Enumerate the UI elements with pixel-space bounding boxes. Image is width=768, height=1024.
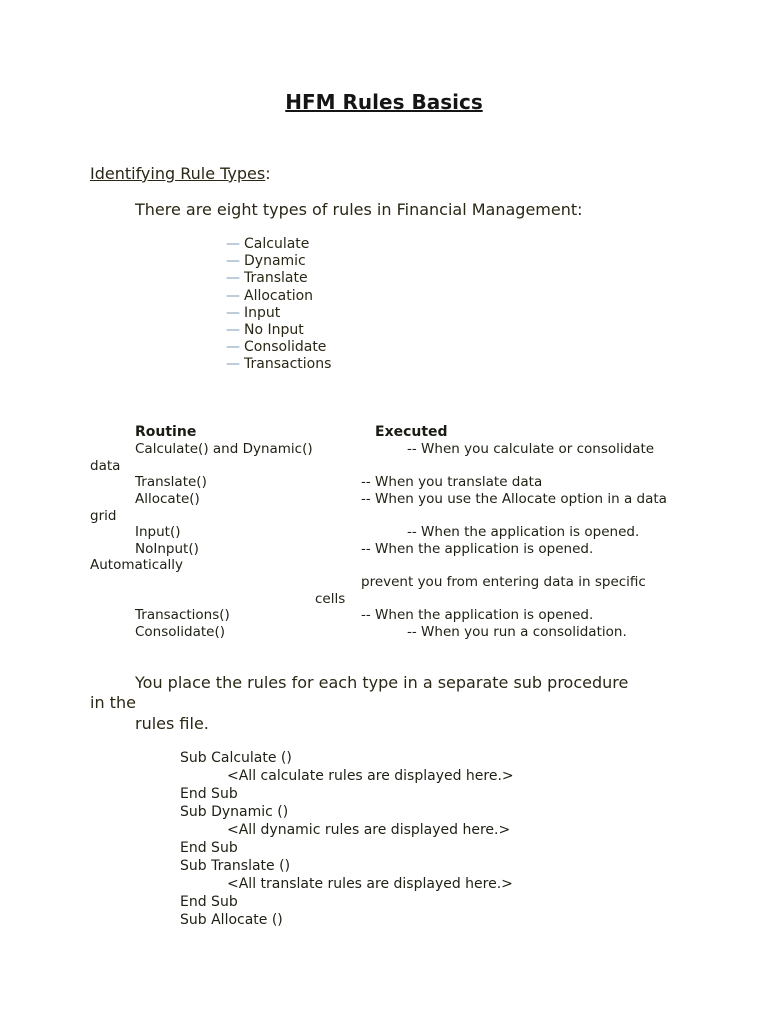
code-line: Sub Allocate () <box>180 912 283 928</box>
executed-transactions: -- When the application is opened. <box>361 607 594 623</box>
rule-type-list <box>226 236 331 374</box>
rule-type-label: No Input <box>244 322 304 339</box>
list-item <box>226 253 331 270</box>
list-item <box>226 288 331 305</box>
executed-input: -- When the application is opened. <box>407 524 640 540</box>
section-heading <box>90 164 271 183</box>
rule-type-label: Calculate <box>244 236 310 252</box>
rule-type-label: Dynamic <box>244 253 306 270</box>
routine-column-header: Routine <box>135 424 197 440</box>
intro-text: There are eight types of rules in Financial Management: <box>135 200 583 219</box>
section-heading-text: Identifying Rule Types <box>90 164 266 183</box>
routine-allocate: Allocate() <box>135 491 200 507</box>
code-line: <All dynamic rules are displayed here.> <box>227 822 511 838</box>
rule-type-label: Input <box>244 304 281 321</box>
section-heading-colon: : <box>265 164 271 183</box>
dash-bullet-icon: — <box>226 304 240 321</box>
list-item <box>226 305 331 322</box>
executed-calculate: -- When you calculate or consolidate <box>407 441 655 457</box>
dash-bullet-icon: — <box>226 236 240 252</box>
dash-bullet-icon: — <box>226 356 240 373</box>
executed-allocate-wrap: grid <box>90 508 117 524</box>
rule-type-label: Translate <box>244 270 308 287</box>
sub-procedure-text-line3: rules file. <box>135 714 209 733</box>
code-line: Sub Translate () <box>180 858 291 874</box>
dash-bullet-icon: — <box>226 322 240 339</box>
routine-transactions: Transactions() <box>135 607 230 623</box>
executed-noinput-note-wrap: cells <box>315 591 346 607</box>
rule-type-label: Allocation <box>244 287 314 304</box>
executed-consolidate: -- When you run a consolidation. <box>407 624 627 640</box>
code-line: End Sub <box>180 840 238 856</box>
routine-input: Input() <box>135 524 181 540</box>
executed-noinput-wrap: Automatically <box>90 557 183 573</box>
executed-noinput-note: prevent you from entering data in specific <box>361 574 646 590</box>
code-line: End Sub <box>180 786 238 802</box>
list-item <box>226 339 331 356</box>
dash-bullet-icon: — <box>226 339 240 356</box>
dash-bullet-icon: — <box>226 287 240 304</box>
code-line: End Sub <box>180 894 238 910</box>
routine-translate: Translate() <box>135 474 207 490</box>
routine-noinput: NoInput() <box>135 541 199 557</box>
executed-column-header: Executed <box>375 424 448 440</box>
code-line: <All translate rules are displayed here.> <box>227 876 513 892</box>
dash-bullet-icon: — <box>226 253 240 270</box>
routine-calculate: Calculate() and Dynamic() <box>135 441 313 457</box>
list-item <box>226 236 331 253</box>
list-item <box>226 270 331 287</box>
document-title: HFM Rules Basics <box>285 90 483 114</box>
dash-bullet-icon: — <box>226 270 240 287</box>
rule-type-label: Transactions <box>244 356 332 373</box>
list-item <box>226 322 331 339</box>
code-line: Sub Calculate () <box>180 750 292 766</box>
sub-procedure-text-line1: You place the rules for each type in a separate sub procedure <box>135 673 629 692</box>
executed-noinput: -- When the application is opened. <box>361 541 594 557</box>
executed-translate: -- When you translate data <box>361 474 543 490</box>
rule-type-label: Consolidate <box>244 339 327 356</box>
code-line: <All calculate rules are displayed here.> <box>227 768 514 784</box>
executed-allocate: -- When you use the Allocate option in a data <box>361 491 667 507</box>
list-item <box>226 356 331 373</box>
code-line: Sub Dynamic () <box>180 804 289 820</box>
executed-calculate-wrap: data <box>90 458 121 474</box>
sub-procedure-text-line2: in the <box>90 693 136 712</box>
routine-consolidate: Consolidate() <box>135 624 226 640</box>
